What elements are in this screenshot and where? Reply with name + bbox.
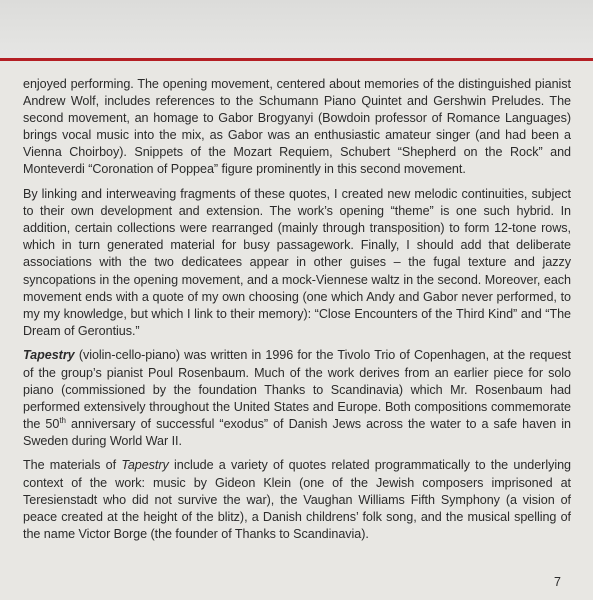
work-title-tapestry: Tapestry (23, 348, 75, 363)
paragraph-3-text-b: anniversary of successful “exodus” of Danish Jews across the water to a safe haven in Sweden during World War II. (23, 416, 572, 448)
paragraph-1: enjoyed performing. The opening movement, centered about memories of the distinguished pianist Andrew Wolf, includes references to the Schumann Piano Quintet and Gershwin Preludes. The second movement, an homage to Gabor Brogyanyi (Bowdoin professor of Romance Languages) brings vocal music into the mix, as Gabor was an enthusiastic amateur singer (and had been a Vienna Choirboy). Snippets of the Mozart Requiem, Schubert “Shepherd on the Rock” and Monteverdi “Coronation of Poppea” figure prominently in this second movement. (23, 77, 571, 177)
paragraph-4-text: include a variety of quotes related programmatically to the underlying context of the work: music by Gideon Klein (one of the Jewish composers imprisoned at Teresienstadt who did not survive the war), the Vaughan Williams Fifth Symphony (a vision of peace created at the height of the blitz), a Danish childrens’ folk song, and the musical spelling of the name Victor Borge (the founder of Thanks to Scandinavia). (23, 458, 571, 541)
ordinal-suffix: th (59, 415, 66, 425)
work-title-tapestry-italic: Tapestry (121, 458, 169, 473)
paragraph-4 (23, 457, 571, 542)
red-divider-rule (0, 58, 593, 61)
body-text (23, 76, 571, 550)
header-band (0, 0, 593, 58)
paragraph-2: By linking and interweaving fragments of these quotes, I created new melodic continuities, subject to their own development and extension. The work’s opening “theme” is one such hybrid. In addition, certain collections were rearranged (mainly through transposition) to form 12-tone rows, which in turn generated material for busy passagework. Finally, I should add that deliberate associations with the two dedicatees appear in other guises – the fugal texture and jazzy syncopations in the opening movement, and a mock-Viennese waltz in the second. Moreover, each movement ends with a quote of my own choosing (one which Andy and Gabor never performed, to my my knowledge, but which I link to their memory): “Close Encounters of the Third Kind” and “The Dream of Gerontius.” (23, 187, 571, 338)
paragraph-3 (23, 347, 571, 450)
page-number: 7 (554, 575, 561, 589)
paragraph-3-text-a: (violin-cello-piano) was written in 1996 for the Tivolo Trio of Copenhagen, at the request of the group’s pianist Poul Rosenbaum. Much of the work derives from an earlier piece for solo piano (commissioned by the foundation Thanks to Scandinavia) which Mr. Rosenbaum had performed extensively throughout the United States and Europe. Both compositions commemorate the 50 (23, 348, 571, 431)
paragraph-4-lead: The materials of (23, 458, 122, 473)
